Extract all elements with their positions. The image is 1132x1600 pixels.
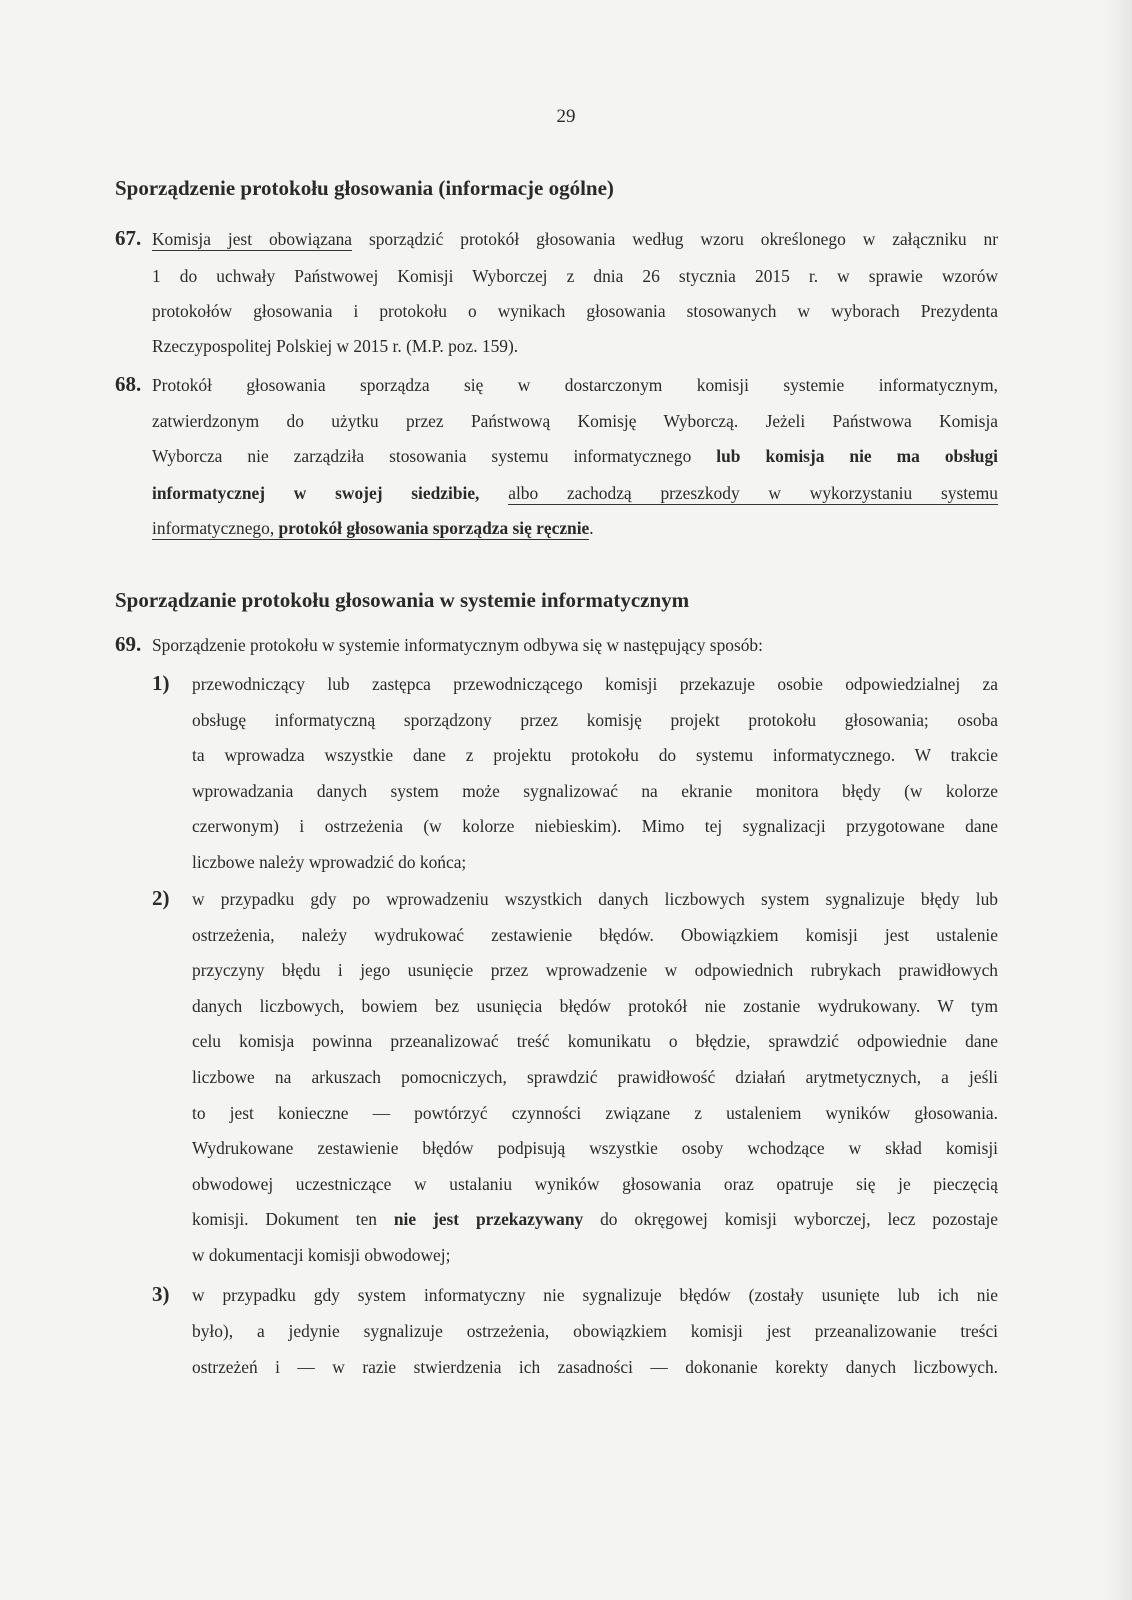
para-68-line-3: Wyborcza nie zarządziła stosowania systemu informatycznego lub komisja nie ma obsługi <box>152 446 999 466</box>
item-3-line-2: było), a jedynie sygnalizuje ostrzeżenia, obowiązkiem komisji jest przeanalizowanie treści <box>192 1321 998 1341</box>
para-68-line-1: Protokół głosowania sporządza się w dostarczonym komisji systemie informatycznym, <box>152 375 998 395</box>
item-2-line-5: celu komisja powinna przeanalizować treść komunikatu o błędzie, sprawdzić odpowiednie dane <box>192 1031 998 1051</box>
item-3-line-3: ostrzeżeń i — w razie stwierdzenia ich zasadności — dokonanie korekty danych liczbowych. <box>192 1357 998 1377</box>
paragraph-number-68: 68. <box>115 372 142 396</box>
item-2-line-4: danych liczbowych, bowiem bez usunięcia błędów protokół nie zostanie wydrukowany. W tym <box>192 996 998 1016</box>
paragraph-number-67: 67. <box>115 226 142 250</box>
para-68-line-5: informatycznego, protokół głosowania sporządza się ręcznie. <box>152 518 594 538</box>
item-1-line-5: czerwonym) i ostrzeżenia (w kolorze niebieskim). Mimo tej sygnalizacji przygotowane dane <box>192 816 998 836</box>
item-2-line-6: liczbowe na arkuszach pomocniczych, sprawdzić prawidłowość działań arytmetycznych, a jeśli <box>192 1067 998 1087</box>
section-heading-system: Sporządzanie protokołu głosowania w systemie informatycznym <box>115 588 690 612</box>
item-number-3: 3) <box>152 1282 170 1306</box>
section-heading-general: Sporządzenie protokołu głosowania (informacje ogólne) <box>115 176 614 200</box>
para-68-line-2: zatwierdzonym do użytku przez Państwową Komisję Wyborczą. Jeżeli Państwowa Komisja <box>152 411 998 431</box>
item-2-line-8: Wydrukowane zestawienie błędów podpisują wszystkie osoby wchodzące w skład komisji <box>192 1138 998 1158</box>
item-1-line-2: obsługę informatyczną sporządzony przez komisję projekt protokołu głosowania; osoba <box>192 710 998 730</box>
item-number-2: 2) <box>152 886 170 910</box>
para-67-line-3: protokołów głosowania i protokołu o wynikach głosowania stosowanych w wyborach Prezydenta <box>152 301 998 321</box>
item-2-line-11: w dokumentacji komisji obwodowej; <box>192 1245 451 1265</box>
underlined-text: Komisja jest obowiązana <box>152 229 353 249</box>
item-2-line-10: komisji. Dokument ten nie jest przekazywany do okręgowej komisji wyborczej, lecz pozostaje <box>192 1209 998 1229</box>
para-67-line-4: Rzeczypospolitej Polskiej w 2015 r. (M.P. poz. 159). <box>152 336 519 356</box>
item-1-line-6: liczbowe należy wprowadzić do końca; <box>192 852 467 872</box>
page-edge-shadow <box>1104 0 1132 1600</box>
item-1-line-3: ta wprowadza wszystkie dane z projektu protokołu do systemu informatycznego. W trakcie <box>192 745 998 765</box>
para-67-line-2: 1 do uchwały Państwowej Komisji Wyborczej z dnia 26 stycznia 2015 r. w sprawie wzorów <box>152 266 998 286</box>
para-68-line-4: informatycznej w swojej siedzibie, albo zachodzą przeszkody w wykorzystaniu systemu <box>152 483 998 503</box>
para-69-intro: Sporządzenie protokołu w systemie informatycznym odbywa się w następujący sposób: <box>152 635 763 655</box>
item-2-line-7: to jest konieczne — powtórzyć czynności związane z ustaleniem wyników głosowania. <box>192 1103 998 1123</box>
page-number: 29 <box>556 106 576 127</box>
item-2-line-1: w przypadku gdy po wprowadzeniu wszystkich danych liczbowych system sygnalizuje błędy lub <box>192 889 998 909</box>
item-2-line-2: ostrzeżenia, należy wydrukować zestawienie błędów. Obowiązkiem komisji jest ustalenie <box>192 925 998 945</box>
item-1-line-4: wprowadzania danych system może sygnalizować na ekranie monitora błędy (w kolorze <box>192 781 998 801</box>
paragraph-number-69: 69. <box>115 632 142 656</box>
item-2-line-9: obwodowej uczestniczące w ustalaniu wyników głosowania oraz opatruje się je pieczęcią <box>192 1174 998 1194</box>
item-1-line-1: przewodniczący lub zastępca przewodniczącego komisji przekazuje osobie odpowiedzialnej za <box>192 674 998 694</box>
item-number-1: 1) <box>152 671 170 695</box>
item-2-line-3: przyczyny błędu i jego usunięcie przez wprowadzenie w odpowiednich rubrykach prawidłowych <box>192 960 998 980</box>
item-3-line-1: w przypadku gdy system informatyczny nie sygnalizuje błędów (zostały usunięte lub ich nie <box>192 1285 998 1305</box>
para-67-line-1: Komisja jest obowiązana sporządzić protokół głosowania według wzoru określonego w załączniku nr <box>152 229 998 249</box>
